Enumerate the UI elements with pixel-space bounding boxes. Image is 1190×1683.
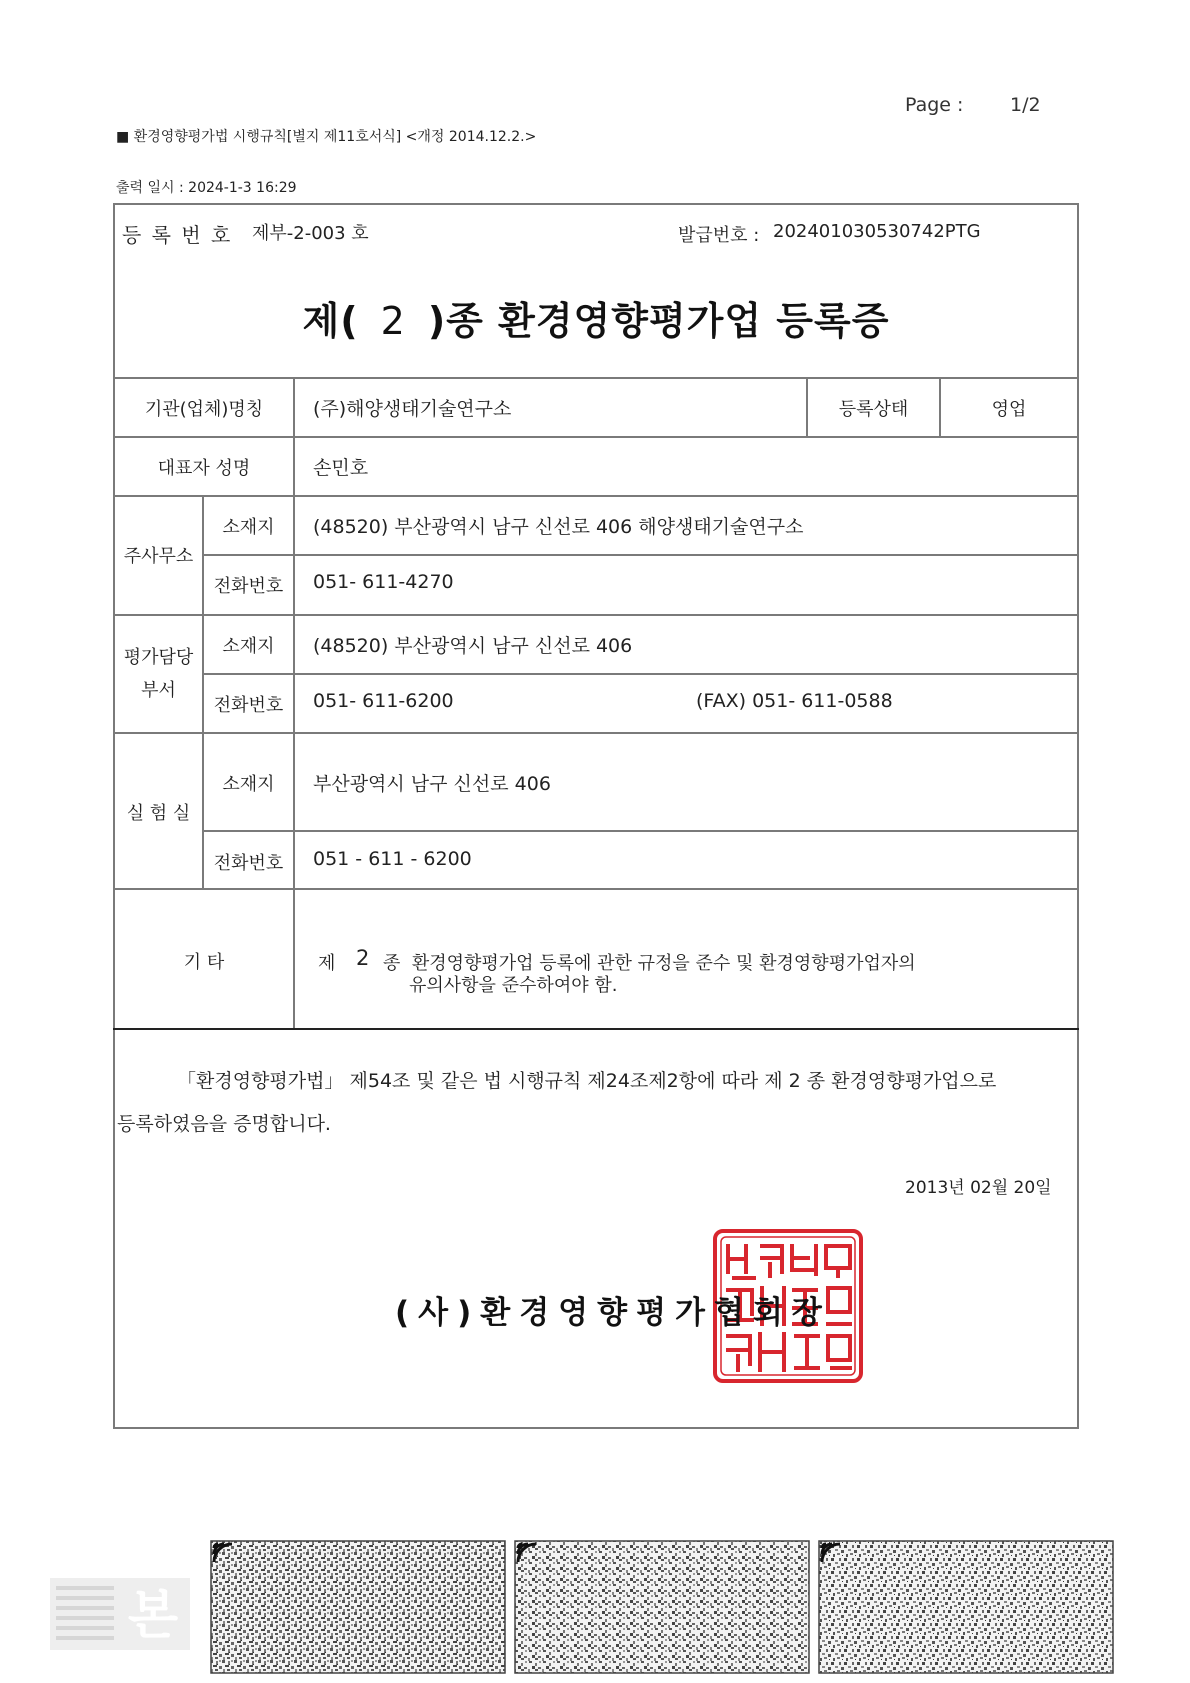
divider — [202, 830, 1079, 832]
issue-date: 2013년 02월 20일 — [905, 1178, 1052, 1198]
lab-label: 실 험 실 — [126, 803, 191, 824]
issue-number: 202401030530742PTG — [773, 221, 981, 242]
head-office-address: (48520) 부산광역시 남구 신선로 406 해양생태기술연구소 — [313, 516, 804, 538]
security-barcode-icon — [210, 1540, 506, 1674]
divider — [113, 732, 1079, 734]
eval-dept-label-line2: 부서 — [141, 680, 176, 701]
statement-line2: 등록하였음을 증명합니다. — [117, 1113, 331, 1135]
security-barcode-icon — [514, 1540, 810, 1674]
security-barcode-icon — [818, 1540, 1114, 1674]
certification-statement — [117, 1060, 1072, 1146]
reg-number-label: 등 록 번 호 — [122, 223, 233, 247]
etc-prefix: 제 — [318, 953, 336, 974]
representative-name: 손민호 — [313, 457, 369, 479]
print-time: 출력 일시 : 2024-1-3 16:29 — [116, 180, 297, 196]
company-label: 기관(업체)명칭 — [144, 399, 264, 420]
etc-line2: 유의사항을 준수하여야 함. — [409, 975, 618, 996]
original-watermark-icon — [50, 1578, 190, 1650]
watermark-char: 본 — [127, 1586, 179, 1646]
form-note: ■ 환경영향평가법 시행규칙[별지 제11호서식] <개정 2014.12.2.> — [116, 129, 537, 145]
statement-line1: 「환경영향평가법」 제54조 및 같은 법 시행규칙 제24조제2항에 따라 제 2 종 환경영향평가업으로 — [177, 1070, 997, 1092]
lab-phone-label: 전화번호 — [213, 853, 284, 874]
eval-dept-address-label: 소재지 — [222, 636, 275, 657]
page-label: Page : — [905, 94, 964, 116]
representative-label: 대표자 성명 — [157, 458, 251, 479]
etc-number: 2 — [356, 946, 370, 970]
eval-dept-fax: (FAX) 051- 611-0588 — [696, 690, 893, 712]
divider — [113, 377, 1079, 379]
divider — [113, 436, 1079, 438]
title-prefix: 제( — [302, 299, 359, 343]
eval-dept-phone: 051- 611-6200 — [313, 690, 454, 712]
etc-label: 기 타 — [183, 952, 225, 973]
head-office-address-label: 소재지 — [222, 517, 275, 538]
divider — [113, 614, 1079, 616]
issuer: (사)환경영향평가협회장 — [395, 1295, 831, 1331]
certificate-frame — [113, 203, 1079, 1429]
divider — [113, 1028, 1079, 1030]
issue-number-label: 발급번호 : — [678, 225, 760, 246]
certificate-title — [113, 290, 1079, 345]
divider — [202, 673, 1079, 675]
head-office-phone-label: 전화번호 — [213, 576, 284, 597]
lab-address-label: 소재지 — [222, 774, 275, 795]
eval-dept-label-line1: 평가담당 — [123, 647, 194, 668]
page-value: 1/2 — [1010, 94, 1041, 116]
title-number: 2 — [380, 299, 406, 343]
divider — [113, 495, 1079, 497]
etc-line1: 종 환경영향평가업 등록에 관한 규정을 준수 및 환경영향평가업자의 — [383, 953, 916, 974]
lab-phone: 051 - 611 - 6200 — [313, 848, 472, 870]
eval-dept-address: (48520) 부산광역시 남구 신선로 406 — [313, 635, 633, 657]
eval-dept-phone-label: 전화번호 — [213, 695, 284, 716]
status-label: 등록상태 — [838, 399, 909, 420]
page-indicator — [905, 94, 1041, 116]
status-value: 영업 — [991, 399, 1027, 420]
column-line — [293, 377, 295, 1028]
divider — [113, 888, 1079, 890]
divider — [202, 554, 1079, 556]
company-name: (주)해양생태기술연구소 — [313, 398, 512, 420]
head-office-phone: 051- 611-4270 — [313, 571, 454, 593]
title-suffix: )종 환경영향평가업 등록증 — [427, 299, 890, 343]
head-office-label: 주사무소 — [123, 546, 194, 567]
lab-address: 부산광역시 남구 신선로 406 — [313, 773, 551, 795]
reg-number: 제부-2-003 호 — [252, 223, 369, 244]
